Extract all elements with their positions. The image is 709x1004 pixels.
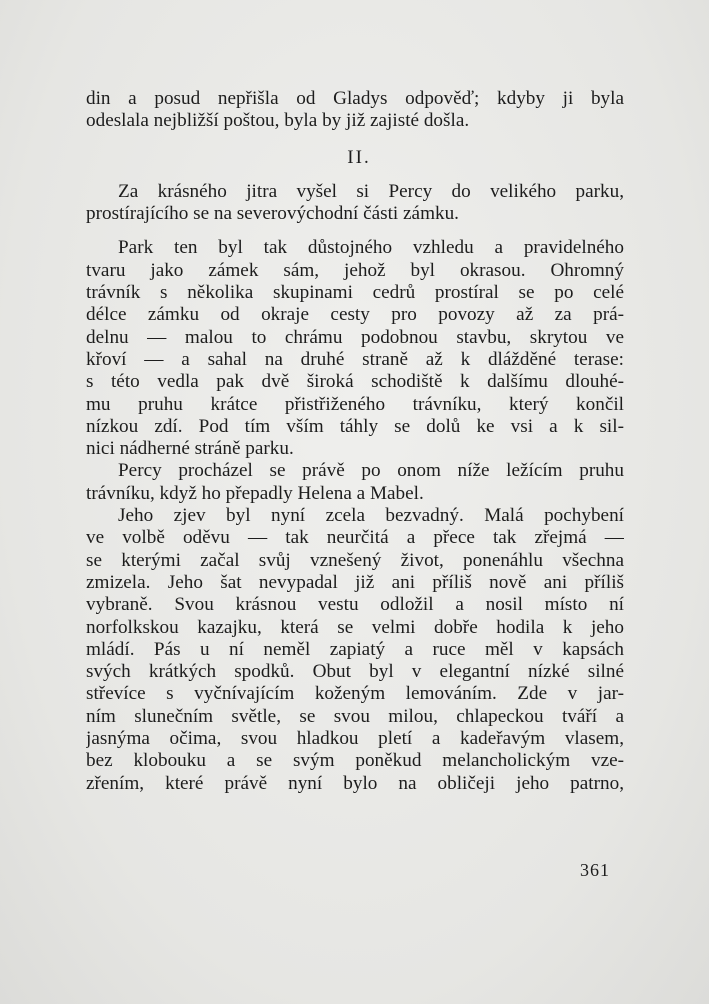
paragraph-3	[86, 460, 624, 505]
text-line: Park ten byl tak důstojného vzhledu a pravidelného	[118, 237, 624, 259]
text-line: svých krátkých spodků. Obut byl v elegantní nízké silné	[86, 661, 624, 683]
text-line: se kterými začal svůj vznešený život, ponenáhlu všechna	[86, 549, 624, 571]
text-line: s této vedla pak dvě široká schodiště k dalšímu dlouhé-	[86, 371, 624, 393]
text-line: nízkou zdí. Pod tím vším táhly se dolů ke vsi a k sil-	[86, 415, 624, 437]
text-line: Percy procházel se právě po onom níže ležícím pruhu	[118, 460, 624, 482]
paragraph-4	[86, 505, 624, 795]
paragraph-2	[86, 237, 624, 460]
text-line: mu pruhu krátce přistřiženého trávníku, který končil	[86, 393, 624, 415]
text-line: délce zámku od okraje cesty pro povozy až za prá-	[86, 304, 624, 326]
paragraph-1	[86, 181, 624, 226]
text-line: mládí. Pás u ní neměl zapiatý a ruce měl v kapsách	[86, 638, 624, 660]
text-line: křoví — a sahal na druhé straně až k dlážděné terase:	[86, 348, 624, 370]
page-text	[86, 88, 624, 795]
text-line: delnu — malou to chrámu podobnou stavbu, skrytou ve	[86, 326, 624, 348]
text-line: zřením, které právě nyní bylo na obličeji jeho patrno,	[86, 772, 624, 794]
text-line: střevíce s vyčnívajícím koženým lemováním. Zde v jar-	[86, 683, 624, 705]
text-line: zmizela. Jeho šat nevypadal již ani příliš nově ani příliš	[86, 571, 624, 593]
text-line: bez klobouku a se svým poněkud melancholickým vze-	[86, 750, 624, 772]
page-number: 361	[580, 860, 610, 880]
text-line: Za krásného jitra vyšel si Percy do velikého parku,	[118, 180, 624, 202]
paragraph-spacer	[86, 225, 624, 237]
intro-paragraph	[86, 88, 624, 133]
text-line: din a posud nepřišla od Gladys odpověď; kdyby ji byla	[86, 88, 624, 109]
text-line: ním slunečním světle, se svou milou, chlapeckou tváří a	[86, 705, 624, 727]
text-line: nici nádherné stráně parku.	[86, 438, 294, 460]
text-line: trávník s několika skupinami cedrů prostíral se po celé	[86, 282, 624, 304]
text-line: ve volbě oděvu — tak neurčitá a přece tak zřejmá —	[86, 527, 624, 549]
text-line: tvaru jako zámek sám, jehož byl okrasou. Ohromný	[86, 259, 624, 281]
text-line: Jeho zjev byl nyní zcela bezvadný. Malá pochybení	[118, 505, 624, 527]
text-line: odeslala nejbližší poštou, byla by již zajisté došla.	[86, 110, 470, 132]
text-line: norfolkskou kazajku, která se velmi dobře hodila k jeho	[86, 616, 624, 638]
text-line: jasnýma očima, svou hladkou pletí a kadeřavým vlasem,	[86, 728, 624, 750]
section-heading: II.	[347, 146, 371, 168]
text-line: vybraně. Svou krásnou vestu odložil a nosil místo ní	[86, 594, 624, 616]
text-line: prostírajícího se na severovýchodní části zámku.	[86, 203, 459, 225]
text-line: trávníku, když ho přepadly Helena a Mabel.	[86, 482, 424, 504]
